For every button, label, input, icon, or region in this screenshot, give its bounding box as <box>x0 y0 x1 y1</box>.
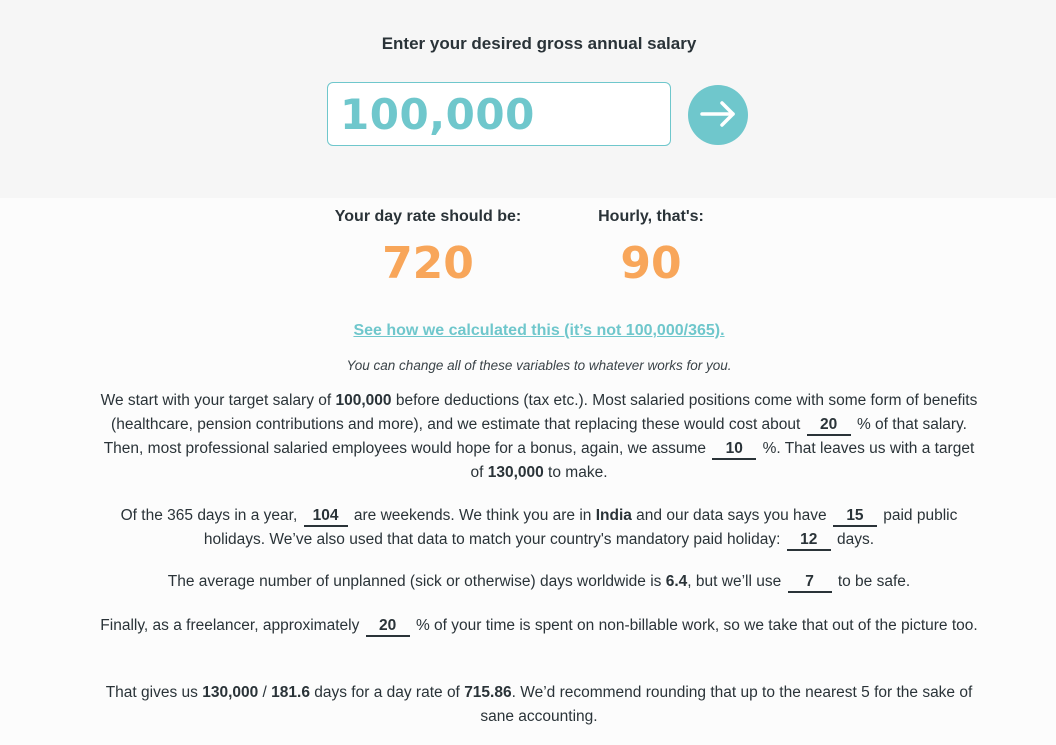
billable-days: 181.6 <box>271 684 310 701</box>
day-rate-value: 720 <box>382 238 474 289</box>
sick-days-paragraph: The average number of unplanned (sick or otherwise) days worldwide is 6.4, but we’ll use 7 to be safe. <box>100 570 978 594</box>
average-sick-days: 6.4 <box>665 573 688 590</box>
sick-days-field[interactable]: 7 <box>788 573 832 593</box>
arrow-right-icon <box>688 85 748 145</box>
summary-target: 130,000 <box>202 684 259 701</box>
hourly-rate-label: Hourly, that's: <box>598 208 704 225</box>
weekends-field[interactable]: 104 <box>304 507 348 527</box>
benefits-percent-field[interactable]: 20 <box>807 416 851 436</box>
day-rate-label: Your day rate should be: <box>334 208 522 225</box>
non-billable-paragraph: Finally, as a freelancer, approximately 20 % of your time is spent on non-billable work, so we take that out of the picture too. <box>100 614 978 638</box>
days-paragraph: Of the 365 days in a year, 104 are weekends. We think you are in India and our data says you have 15 paid public holidays. We’ve also used that data to match your country's mandatory paid holiday: 12 days. <box>100 504 978 552</box>
calculation-explainer-link[interactable]: See how we calculated this (it’s not 100,000/365). <box>353 322 725 339</box>
salary-input[interactable] <box>327 82 671 146</box>
target-salary: 100,000 <box>335 392 392 409</box>
target-total: 130,000 <box>487 464 544 481</box>
submit-button[interactable] <box>688 85 748 145</box>
bonus-percent-field[interactable]: 10 <box>712 440 756 460</box>
variables-hint: You can change all of these variables to whatever works for you. <box>346 358 732 373</box>
public-holidays-field[interactable]: 15 <box>833 507 877 527</box>
salary-paragraph: We start with your target salary of 100,000 before deductions (tax etc.). Most salaried positions come with some form of benefits (healthcare, pension contributions and more), and we estimate that replacing these would cost about 20 % of that salary. Then, most professional salaried employees would hope for a bonus, again, we assume 10 %. That leaves us with a target of 130,000 to make. <box>100 392 978 481</box>
non-billable-percent-field[interactable]: 20 <box>366 617 410 637</box>
country-name: India <box>595 507 632 524</box>
hourly-rate-value: 90 <box>620 238 682 289</box>
paid-holiday-field[interactable]: 12 <box>787 531 831 551</box>
exact-day-rate: 715.86 <box>464 684 512 701</box>
page-title: Enter your desired gross annual salary <box>381 34 697 53</box>
summary-paragraph: That gives us 130,000 / 181.6 days for a day rate of 715.86. We’d recommend rounding that up to the nearest 5 for the sake of sane accounting. <box>105 684 973 725</box>
